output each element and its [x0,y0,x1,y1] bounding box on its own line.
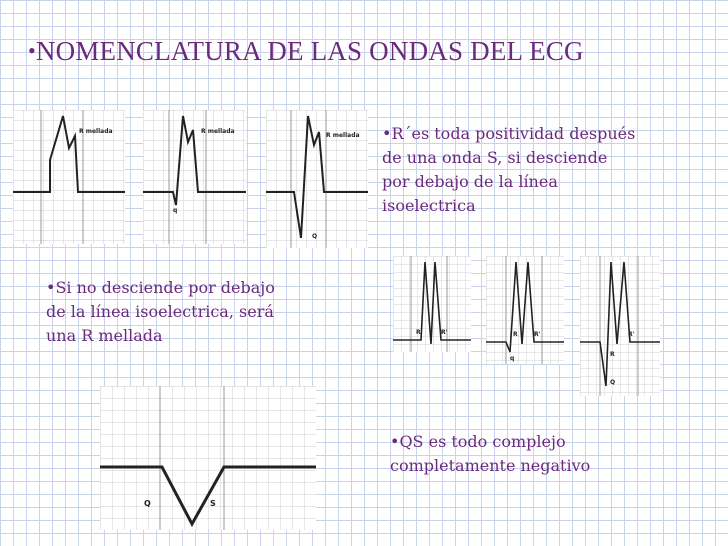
label-r-mellada-2: R mellada [201,128,235,135]
ecg-r-mellada-3 [266,110,368,248]
label-q-lower-1: q [173,207,178,214]
label-r-prime-1: R' [441,329,448,336]
ecg-r-mellada-2 [143,110,246,244]
ecg-qs [100,386,316,530]
title-bullet: • [28,38,36,63]
label-r-1: R [416,329,421,336]
label-s-qs: S [210,499,216,508]
text-r-mellada: •Si no desciende por debajo de la línea isoelectrica, será una R mellada [46,278,275,345]
text-r-prime: •R´es toda positividad después de una onda S, si desciende por debajo de la línea isoelectrica [382,124,636,215]
label-q-qs: Q [144,499,151,508]
label-r-prime-3: R' [628,331,635,338]
label-r-mellada-3: R mellada [326,132,360,139]
ecg-r-mellada-1 [13,110,125,244]
label-r-3: R [610,351,615,358]
label-r-mellada: R mellada [79,128,113,135]
slide-title [28,36,584,67]
label-r-prime-2: R' [534,331,541,338]
label-r-2: R [513,331,518,338]
label-q-upper-2: Q [610,379,616,386]
ecg-r-prime-1 [393,256,471,352]
title-text: NOMENCLATURA DE LAS ONDAS DEL ECG [35,36,584,66]
ecg-r-prime-3 [580,256,660,396]
ecg-r-prime-2 [486,256,564,364]
label-q-lower-2: q [510,355,515,362]
label-q-upper-1: Q [312,233,318,240]
text-qs: •QS es todo complejo completamente negativo [390,432,591,475]
